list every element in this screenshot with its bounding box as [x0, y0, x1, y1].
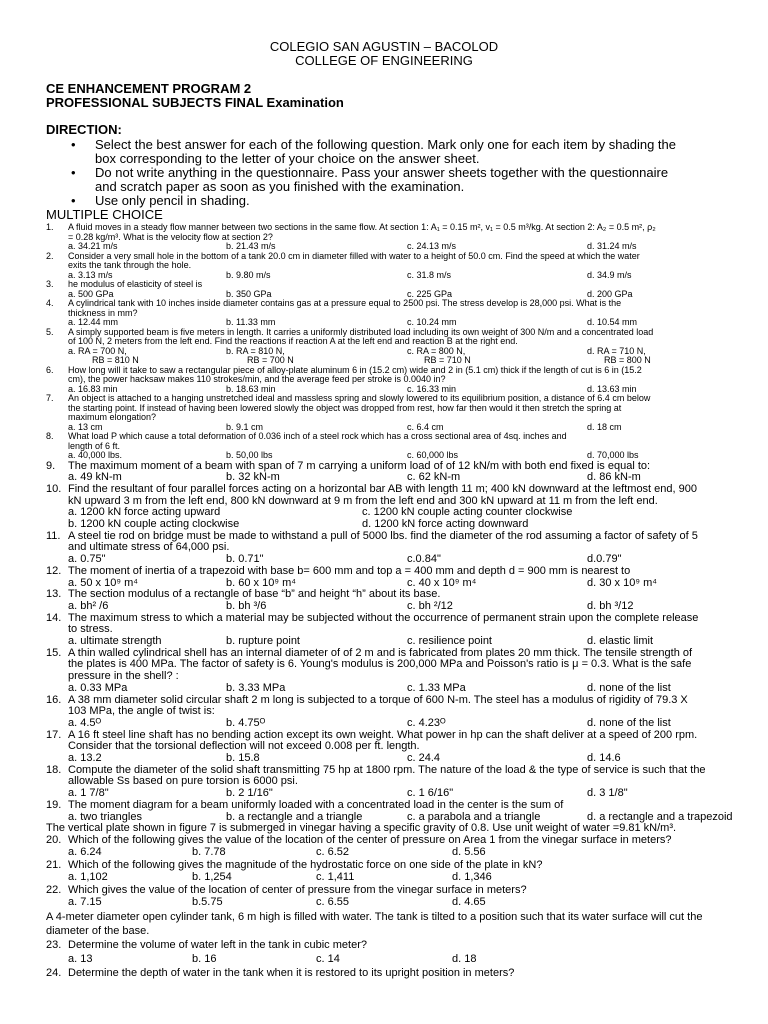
direction-title: DIRECTION: [46, 122, 122, 137]
question-number: 5. [46, 326, 54, 337]
bullet-dot: • [71, 193, 76, 208]
answer-option: RB = 800 N [604, 355, 651, 365]
answer-option: c. 6.52 [316, 846, 350, 859]
question-number: 16. [46, 693, 62, 706]
answer-option: a. 7.15 [68, 896, 102, 909]
answer-option: b. 60 x 10⁹ m⁴ [226, 576, 296, 589]
answer-option: b. RA = 810 N, [226, 345, 285, 356]
answer-option: a. 3.13 m/s [68, 269, 113, 280]
question-number: 12. [46, 564, 62, 577]
answer-option: c. 40 x 10⁹ m⁴ [407, 576, 477, 589]
exam-title-bold: PROFESSIONAL SUBJECTS FINAL [46, 95, 263, 110]
answer-option: a. 13.2 [68, 752, 102, 764]
question-text: The section modulus of a rectangle of base “b” and height “h” about its base. [68, 588, 441, 601]
question-text: The moment diagram for a beam uniformly loaded with a concentrated load in the center is the sum of [68, 798, 564, 811]
answer-option: c. 4.23ᴼ [407, 716, 446, 729]
question-text: and ultimate stress of 64,000 psi. [68, 541, 230, 554]
answer-option: a. two triangles [68, 810, 142, 823]
answer-option: a. 500 GPa [68, 288, 114, 299]
question-text: The maximum stress to which a material may be subjected without the occurrence of permanent strain upon the complete release [68, 611, 699, 624]
question-text: The moment of inertia of a trapezoid with base b= 600 mm and top a = 400 mm and depth d = 900 mm is nearest to [68, 564, 631, 577]
question-number: 4. [46, 298, 54, 308]
question-text: the starting point. If instead of having been lowered slowly the object was dropped from rest, how far then would it then stretch the spring at [68, 402, 622, 413]
question-text: = 0.28 kg/m³. What is the velocity flow at section 2? [68, 231, 273, 242]
answer-option: a. 1,102 [68, 871, 108, 884]
question-text: kN upward 3 m from the left end, 800 kN downward at 9 m from the left end and 300 kN upward at 11 m from the left end. [68, 494, 658, 507]
question-number: 13. [46, 588, 62, 601]
answer-option: a. 13 [68, 953, 93, 966]
question-text: A cylindrical tank with 10 inches inside diameter contains gas at a pressure equal to 2500 psi. The stress develop is 28,000 psi. What is the [68, 298, 622, 308]
question-text: maximum elongation? [68, 412, 157, 422]
school-name: COLEGIO SAN AGUSTIN – BACOLOD [269, 39, 499, 54]
answer-option: d. 31.24 m/s [587, 241, 637, 251]
question-text: A steel tie rod on bridge must be made to withstand a pull of 5000 lbs. find the diameter of the rod assuming a factor of safety of 5 [68, 529, 698, 542]
question-number: 19. [46, 798, 62, 811]
answer-option: a. 16.83 min [68, 383, 118, 394]
answer-option: b. 2 1/16" [226, 787, 273, 800]
answer-option: b. 11.33 mm [226, 317, 276, 327]
answer-option: RB = 710 N [424, 355, 471, 365]
answer-option: a. 34.21 m/s [68, 241, 118, 251]
answer-option: c. 14 [316, 953, 340, 966]
program-title: CE ENHANCEMENT PROGRAM 2 [46, 81, 252, 96]
answer-option: b. 16 [192, 953, 217, 966]
answer-option: b. 4.75ᴼ [226, 716, 266, 729]
answer-option: c. 1.33 MPa [407, 681, 466, 694]
question-number: 2. [46, 250, 54, 261]
question-number: 18. [46, 763, 62, 776]
answer-option: d. 5.56 [452, 846, 486, 859]
answer-option: b. 1200 kN couple acting clockwise [68, 518, 240, 530]
question-number: 23. [46, 939, 62, 952]
paragraph-tank: diameter of the base. [46, 925, 150, 938]
question-number: 9. [46, 459, 56, 472]
answer-option: d. 30 x 10⁹ m⁴ [587, 576, 657, 589]
answer-option: c. 10.24 mm [407, 317, 457, 327]
question-number: 14. [46, 611, 62, 624]
question-text: A fluid moves in a steady flow manner between two sections in the same flow. At section 1: A₁ = 0.15 m², v₁ = 0.5 m³/kg. At section 2: A₂ = 0.5 m², ρ₂ [68, 222, 656, 232]
question-number: 3. [46, 279, 54, 289]
answer-option: a. 12.44 mm [68, 317, 119, 327]
answer-option: d. RA = 710 N, [587, 345, 646, 356]
answer-option: RB = 810 N [92, 355, 139, 365]
answer-option: d. 18 cm [587, 421, 622, 432]
answer-option: a. 50 x 10⁹ m⁴ [68, 576, 138, 589]
answer-option: a. 1 7/8" [68, 787, 109, 800]
question-text: Determine the volume of water left in the tank in cubic meter? [68, 939, 367, 952]
answer-option: c. bh ²/12 [407, 599, 453, 612]
answer-option: c. 1 6/16" [407, 787, 454, 800]
question-number: 22. [46, 884, 62, 897]
answer-option: c. 62 kN-m [407, 471, 461, 484]
question-text: How long will it take to saw a rectangular piece of alloy-plate aluminum 6 in (15.2 cm) wide and 2 in (5.1 cm) thick if the length of cut is 6 in (15.2 [68, 364, 642, 375]
answer-option: c. 24.13 m/s [407, 241, 457, 251]
answer-option: c. 6.4 cm [407, 421, 444, 432]
answer-option: b. a rectangle and a triangle [226, 810, 363, 823]
question-number: 6. [46, 364, 54, 375]
answer-option: b. 18.63 min [226, 383, 276, 394]
answer-option: d. 10.54 mm [587, 317, 638, 327]
answer-option: b. 21.43 m/s [226, 241, 276, 251]
answer-option: c. 1200 kN couple acting counter clockwise [362, 506, 573, 519]
answer-option: d. elastic limit [587, 635, 654, 647]
question-text: thickness in mm? [68, 307, 138, 318]
bullet-dot: • [71, 165, 76, 180]
question-number: 7. [46, 393, 54, 403]
question-text: length of 6 ft. [68, 440, 121, 451]
direction-line: Use only pencil in shading. [95, 193, 250, 208]
question-number: 11. [46, 529, 61, 542]
answer-option: b. bh ³/6 [226, 599, 267, 612]
answer-option: a. 13 cm [68, 421, 103, 432]
section-title: MULTIPLE CHOICE [46, 207, 163, 222]
direction-line: Select the best answer for each of the following question. Mark only one for each item by shading the [95, 137, 677, 152]
answer-option: b. 9.1 cm [226, 421, 264, 432]
answer-option: b. 15.8 [226, 752, 260, 764]
answer-option: c. 6.55 [316, 896, 350, 909]
answer-option: d. 70,000 lbs [587, 450, 639, 460]
direction-line: and scratch paper as soon as you finished with the examination. [95, 179, 465, 194]
question-number: 8. [46, 431, 54, 441]
paragraph-tank: A 4-meter diameter open cylinder tank, 6 m high is filled with water. The tank is tilted to a position such that its water surface will cut the [46, 911, 703, 924]
answer-option: d. 3 1/8" [587, 787, 628, 800]
question-text: Which of the following gives the value of the location of the center of pressure on Area 1 from the vinegar surface in meters? [68, 834, 672, 847]
question-number: 17. [46, 728, 62, 741]
question-text: allowable Ss based on pure torsion is 6000 psi. [68, 775, 298, 788]
answer-option: d.0.79" [587, 553, 622, 566]
answer-option: d. 18 [452, 953, 477, 966]
answer-option: c.0.84" [407, 553, 441, 566]
answer-option: a. 4.5ᴼ [68, 716, 102, 729]
direction-line: box corresponding to the letter of your choice on the answer sheet. [95, 151, 480, 166]
answer-option: d. 1,346 [452, 871, 492, 884]
answer-option: c. RA = 800 N, [407, 345, 466, 356]
question-text: A thin walled cylindrical shell has an internal diameter of of 2 m and is fabricated from plates 20 mm thick. The tensile strength of [68, 646, 693, 659]
question-text: the plates is 400 MPa. The factor of safety is 6. Young's modulus is 200,000 MPa and Poisson's ratio is μ = 0.3. What is the safe [68, 658, 692, 671]
answer-option: a. 0.75" [68, 553, 106, 566]
answer-option: d. 34.9 m/s [587, 269, 632, 280]
question-text: A 38 mm diameter solid circular shaft 2 m long is subjected to a torque of 600 N-m. The steel has a modulus of rigidity of 79.3 X [68, 693, 688, 706]
question-text: exits the tank through the hole. [68, 260, 192, 270]
question-text: 103 MPa, the angle of twist is: [68, 705, 215, 718]
answer-option: a. 0.33 MPa [68, 681, 128, 694]
answer-option: c. 225 GPa [407, 288, 453, 299]
answer-option: b. 7.78 [192, 846, 226, 859]
answer-option: a. 49 kN-m [68, 471, 122, 484]
question-text: of 100 N, 2 meters from the left end. Find the reactions if reaction A at the left end and reaction B at the right end. [68, 336, 518, 346]
answer-option: c. 60,000 lbs [407, 450, 459, 460]
answer-option: d. 200 GPa [587, 288, 633, 299]
question-text: Consider that the torsional deflection will not exceed 0.008 per ft. length. [68, 740, 420, 753]
answer-option: c. resilience point [407, 635, 492, 647]
answer-option: d. bh ³/12 [587, 599, 634, 612]
question-number: 1. [46, 222, 54, 232]
exam-title [46, 96, 344, 109]
answer-option: d. none of the list [587, 716, 671, 729]
direction-line: Do not write anything in the questionnaire. Pass your answer sheets together with the questionnaire [95, 165, 669, 180]
question-number: 10. [46, 482, 62, 495]
bullet-dot: • [71, 137, 76, 152]
answer-option: d. a rectangle and a trapezoid [587, 810, 733, 823]
answer-option: c. 16.33 min [407, 383, 457, 394]
question-number: 24. [46, 967, 62, 980]
answer-option: RB = 700 N [247, 355, 294, 365]
question-text: Which of the following gives the magnitude of the hydrostatic force on one side of the plate in kN? [68, 859, 543, 872]
question-text: Find the resultant of four parallel forces acting on a horizontal bar AB with length 11 m; 400 kN downward at the leftmost end, 900 [68, 482, 697, 495]
answer-option: b. 50,00 lbs [226, 450, 273, 460]
question-text: cm), the power hacksaw makes 110 strokes/min, and the average feed per stroke is 0.0040 in? [68, 374, 446, 384]
question-number: 21. [46, 859, 62, 872]
question-text: Consider a very small hole in the bottom of a tank 20.0 cm in diameter filled with water to a height of 50.0 cm. Find the speed at which the water [68, 250, 640, 261]
question-text: The maximum moment of a beam with span of 7 m carrying a uniform load of of 12 kN/m with both end fixed is equal to: [68, 459, 651, 472]
question-text: Which gives the value of the location of center of pressure from the vinegar surface in meters? [68, 884, 527, 897]
college-name: COLLEGE OF ENGINEERING [295, 53, 473, 68]
answer-option: a. ultimate strength [68, 635, 162, 647]
answer-option: d. 14.6 [587, 752, 621, 764]
answer-option: a. 40,000 lbs. [68, 450, 123, 460]
question-text: A 16 ft steel line shaft has no bending action except its own weight. What power in hp can the shaft deliver at a speed of 200 rpm. [68, 728, 698, 741]
answer-option: b. 9.80 m/s [226, 269, 271, 280]
answer-option: b. 0.71" [226, 553, 264, 566]
question-text: he modulus of elasticity of steel is [68, 279, 203, 289]
answer-option: d. 1200 kN force acting downward [362, 518, 529, 530]
answer-option: b. 3.33 MPa [226, 681, 286, 694]
question-number: 15. [46, 646, 62, 659]
answer-option: c. a parabola and a triangle [407, 810, 541, 823]
answer-option: a. bh² /6 [68, 599, 109, 612]
answer-option: b. 1,254 [192, 871, 232, 884]
answer-option: d. 4.65 [452, 896, 486, 909]
answer-option: b. 350 GPa [226, 288, 272, 299]
answer-option: a. 6.24 [68, 846, 102, 859]
question-number: 20. [46, 834, 62, 847]
question-text: Determine the depth of water in the tank when it is restored to its upright position in meters? [68, 967, 515, 980]
answer-option: c. 1,411 [316, 871, 355, 884]
answer-option: c. 24.4 [407, 752, 441, 764]
question-text: to stress. [68, 623, 113, 636]
answer-option: b. 32 kN-m [226, 471, 280, 484]
answer-option: d. none of the list [587, 681, 671, 694]
answer-option: a. RA = 700 N, [68, 345, 127, 356]
question-text: An object is attached to a hanging unstretched ideal and massless spring and slowly lowered to its equilibrium position, a distance of 6.4 cm below [68, 393, 651, 403]
answer-option: a. 1200 kN force acting upward [68, 506, 221, 519]
answer-option: d. 13.63 min [587, 383, 637, 394]
question-text: Compute the diameter of the solid shaft transmitting 75 hp at 1800 rpm. The nature of the load & the type of service is such that the [68, 763, 706, 776]
answer-option: b. rupture point [226, 635, 300, 647]
question-text: What load P which cause a total deformation of 0.036 inch of a steel rock which has a cross sectional area of 4sq. inches and [68, 431, 567, 441]
question-text: A simply supported beam is five meters in length. It carries a uniformly distributed load including its own weight of 300 N/m and a concentrated load [68, 326, 654, 337]
answer-option: b.5.75 [192, 896, 223, 909]
answer-option: d. 86 kN-m [587, 471, 641, 484]
answer-option: c. 31.8 m/s [407, 269, 452, 280]
exam-title-rest: Examination [262, 95, 344, 110]
question-text: pressure in the shell? : [68, 670, 179, 683]
paragraph-figure7: The vertical plate shown in figure 7 is submerged in vinegar having a specific gravity of 0.8. Use unit weight of water =9.81 kN/m³. [46, 822, 677, 835]
